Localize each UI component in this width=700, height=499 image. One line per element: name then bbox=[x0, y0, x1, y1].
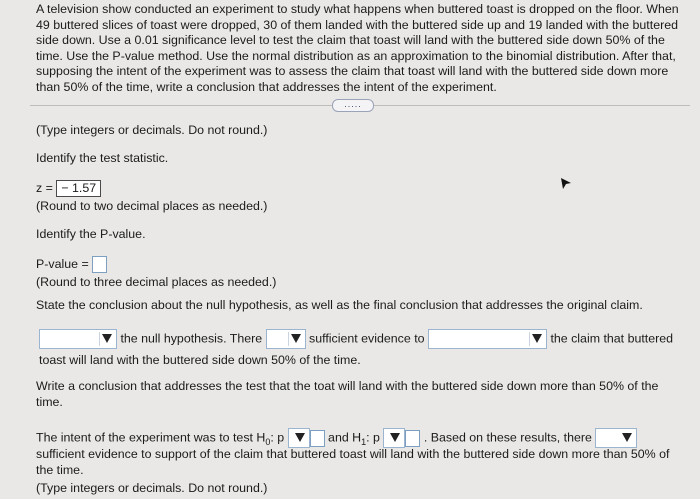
identify-test-statistic-label: Identify the test statistic. bbox=[36, 151, 169, 165]
h0-colon-p: : p bbox=[270, 430, 285, 445]
p-value-row bbox=[36, 256, 107, 273]
support-reject-select[interactable] bbox=[428, 329, 547, 349]
intent-row bbox=[36, 428, 637, 448]
expand-more-button[interactable]: ..... bbox=[332, 99, 374, 112]
z-row bbox=[36, 180, 101, 197]
claim-buttered-text: the claim that buttered bbox=[550, 331, 674, 346]
h1-subscript: 1 bbox=[361, 436, 367, 447]
h1-value-input[interactable] bbox=[405, 430, 420, 447]
intent-text: The intent of the experiment was to test H bbox=[36, 430, 266, 445]
state-conclusion-label: State the conclusion about the null hypothesis, as well as the final conclusion that addresses the original claim. bbox=[36, 298, 643, 312]
dropdown-arrow-icon bbox=[291, 334, 301, 343]
dropdown-arrow-icon bbox=[390, 433, 400, 442]
mouse-cursor-icon bbox=[560, 177, 572, 191]
is-sufficient-select[interactable] bbox=[266, 329, 306, 349]
write-conclusion-label: Write a conclusion that addresses the test that the toat will land with the buttered side down more than 50% of the time. bbox=[36, 379, 659, 409]
based-on-text: . Based on these results, there bbox=[423, 430, 592, 445]
null-hypothesis-text: the null hypothesis. There bbox=[120, 331, 263, 346]
and-h1-text: and H bbox=[328, 430, 362, 445]
there-is-select[interactable] bbox=[595, 428, 637, 448]
identify-p-value-label: Identify the P-value. bbox=[36, 227, 146, 241]
sufficient-to-text: sufficient evidence to bbox=[309, 331, 425, 346]
support-claim-text: sufficient evidence to support of the claim that buttered toast will land with the buttered side down more than 50% of the time. bbox=[36, 447, 670, 477]
reject-select[interactable] bbox=[39, 329, 117, 349]
h1-colon-p: : p bbox=[366, 430, 380, 445]
conclusion-row bbox=[39, 329, 673, 349]
p-value-label: P-value = bbox=[36, 256, 89, 271]
dropdown-arrow-icon bbox=[102, 334, 112, 343]
problem-statement: A television show conducted an experiment to study what happens when buttered toast is dropped on the floor. When 49 buttered slices of toast were dropped, 30 of them landed with the buttered side up and 19 landed with the buttered side down. Use a 0.01 significance level to test the claim that toast will land with the buttered side down 50% of the time. Use the P-value method. Use the normal distribution as an approximation to the binomial distribution. After that, supposing the intent of the experiment was to assess the claim that toast will land with the buttered side down more than 50% of the time, write a conclusion that addresses the intent of the experiment. bbox=[36, 2, 679, 94]
z-value-field[interactable]: − 1.57 bbox=[56, 180, 101, 197]
h0-operator-select[interactable] bbox=[288, 428, 310, 448]
dropdown-arrow-icon bbox=[532, 334, 542, 343]
h0-value-input[interactable] bbox=[310, 430, 325, 447]
z-label: z = bbox=[36, 180, 53, 195]
dropdown-arrow-icon bbox=[622, 433, 632, 442]
claim-continuation: toast will land with the buttered side down 50% of the time. bbox=[39, 353, 361, 367]
h0-subscript: 0 bbox=[265, 436, 271, 447]
h1-operator-select[interactable] bbox=[383, 428, 405, 448]
round-two-note: (Round to two decimal places as needed.) bbox=[36, 199, 268, 213]
type-integers-note-bottom: (Type integers or decimals. Do not round.) bbox=[36, 481, 268, 495]
round-three-note: (Round to three decimal places as needed.) bbox=[36, 275, 277, 289]
p-value-input[interactable] bbox=[92, 256, 107, 273]
type-integers-note-top: (Type integers or decimals. Do not round.) bbox=[36, 123, 268, 137]
dropdown-arrow-icon bbox=[295, 433, 305, 442]
